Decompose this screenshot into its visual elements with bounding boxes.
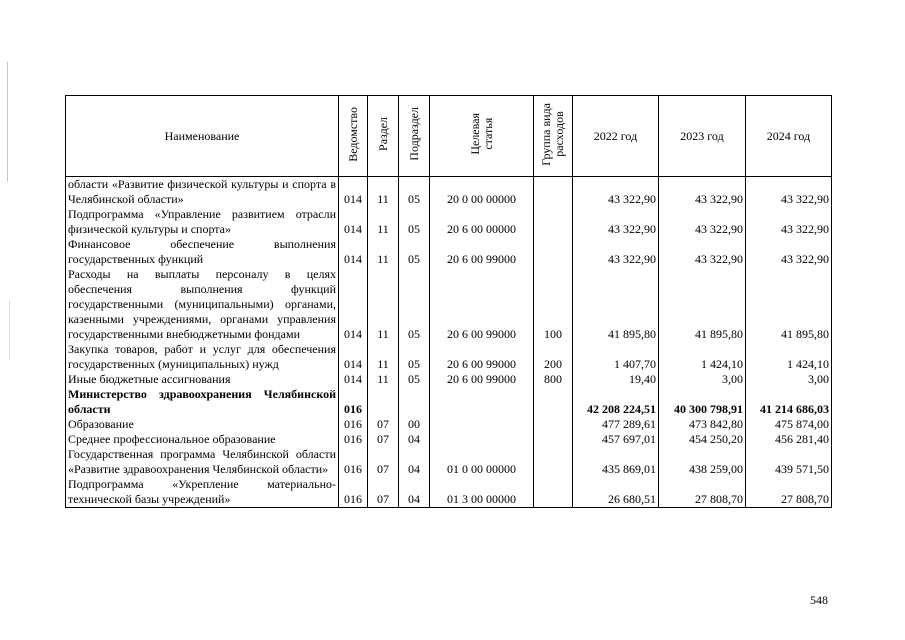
row-gruppa [534, 447, 573, 477]
row-razdel: 07 [368, 447, 399, 477]
row-razdel: 11 [368, 342, 399, 372]
row-celevaya-statya: 20 6 00 99000 [430, 237, 534, 267]
row-value-2024: 27 808,70 [746, 477, 832, 508]
row-value-2022: 1 407,70 [573, 342, 659, 372]
row-podrazdel: 04 [399, 477, 430, 508]
row-gruppa [534, 387, 573, 417]
table-row [66, 447, 832, 477]
table-row [66, 342, 832, 372]
row-gruppa [534, 417, 573, 432]
row-razdel: 11 [368, 177, 399, 208]
table-row [66, 417, 832, 432]
row-vedomstvo: 014 [339, 342, 368, 372]
row-vedomstvo: 014 [339, 372, 368, 387]
row-value-2023: 3,00 [659, 372, 746, 387]
header-vedomstvo: Ведомство [339, 96, 368, 177]
row-name: Министерство здравоохранения Челябинской области [66, 387, 339, 417]
row-value-2023: 473 842,80 [659, 417, 746, 432]
row-vedomstvo: 014 [339, 237, 368, 267]
table-row [66, 267, 832, 342]
row-value-2023: 43 322,90 [659, 237, 746, 267]
page-number: 548 [810, 593, 828, 607]
row-name: Среднее профессиональное образование [66, 432, 339, 447]
row-value-2022: 477 289,61 [573, 417, 659, 432]
table-row [66, 372, 832, 387]
row-value-2022: 435 869,01 [573, 447, 659, 477]
row-podrazdel: 04 [399, 447, 430, 477]
row-value-2023: 454 250,20 [659, 432, 746, 447]
row-celevaya-statya: 20 0 00 00000 [430, 177, 534, 208]
row-name: Подпрограмма «Укрепление материально-технической базы учреждений» [66, 477, 339, 508]
row-vedomstvo: 016 [339, 432, 368, 447]
row-podrazdel: 05 [399, 372, 430, 387]
row-celevaya-statya: 20 6 00 99000 [430, 267, 534, 342]
row-podrazdel [399, 387, 430, 417]
header-name: Наименование [66, 96, 339, 177]
row-value-2024: 475 874,00 [746, 417, 832, 432]
row-celevaya-statya: 20 6 00 99000 [430, 342, 534, 372]
row-podrazdel: 04 [399, 432, 430, 447]
row-value-2023: 40 300 798,91 [659, 387, 746, 417]
row-gruppa [534, 432, 573, 447]
row-celevaya-statya [430, 417, 534, 432]
row-value-2022: 41 895,80 [573, 267, 659, 342]
row-value-2024: 1 424,10 [746, 342, 832, 372]
scan-margin-mark [7, 62, 8, 182]
header-year-2023: 2023 год [659, 96, 746, 177]
header-gruppa-vida-rashodov: Группа вида расходов [534, 96, 573, 177]
row-podrazdel: 05 [399, 342, 430, 372]
row-value-2023: 27 808,70 [659, 477, 746, 508]
row-celevaya-statya: 20 6 00 99000 [430, 372, 534, 387]
row-value-2023: 41 895,80 [659, 267, 746, 342]
row-razdel: 11 [368, 207, 399, 237]
row-value-2022: 43 322,90 [573, 237, 659, 267]
row-celevaya-statya: 01 3 00 00000 [430, 477, 534, 508]
table-row [66, 432, 832, 447]
row-value-2023: 1 424,10 [659, 342, 746, 372]
row-celevaya-statya: 01 0 00 00000 [430, 447, 534, 477]
row-value-2023: 43 322,90 [659, 177, 746, 208]
table-row [66, 387, 832, 417]
table-header-row [66, 96, 832, 177]
row-vedomstvo: 016 [339, 387, 368, 417]
row-value-2022: 26 680,51 [573, 477, 659, 508]
row-name: Государственная программа Челябинской области «Развитие здравоохранения Челябинской области» [66, 447, 339, 477]
row-name: Расходы на выплаты персоналу в целях обеспечения выполнения функций государственными (муниципальными) органами, казенными учреждениями, органами управления государственными внебюджетными фондами [66, 267, 339, 342]
header-razdel: Раздел [368, 96, 399, 177]
row-vedomstvo: 016 [339, 477, 368, 508]
row-razdel: 11 [368, 267, 399, 342]
row-name: Финансовое обеспечение выполнения государственных функций [66, 237, 339, 267]
row-value-2024: 41 214 686,03 [746, 387, 832, 417]
row-razdel: 11 [368, 237, 399, 267]
row-value-2023: 438 259,00 [659, 447, 746, 477]
row-name: Иные бюджетные ассигнования [66, 372, 339, 387]
row-podrazdel: 05 [399, 267, 430, 342]
row-gruppa [534, 177, 573, 208]
row-vedomstvo: 016 [339, 447, 368, 477]
row-gruppa [534, 207, 573, 237]
row-name: Закупка товаров, работ и услуг для обеспечения государственных (муниципальных) нужд [66, 342, 339, 372]
row-name: Образование [66, 417, 339, 432]
row-value-2024: 41 895,80 [746, 267, 832, 342]
row-razdel: 07 [368, 417, 399, 432]
row-celevaya-statya [430, 432, 534, 447]
row-gruppa: 100 [534, 267, 573, 342]
row-gruppa: 800 [534, 372, 573, 387]
row-razdel: 07 [368, 477, 399, 508]
row-podrazdel: 00 [399, 417, 430, 432]
row-podrazdel: 05 [399, 177, 430, 208]
table-row [66, 207, 832, 237]
row-podrazdel: 05 [399, 207, 430, 237]
row-podrazdel: 05 [399, 237, 430, 267]
header-podrazdel: Подраздел [399, 96, 430, 177]
row-value-2022: 43 322,90 [573, 177, 659, 208]
row-vedomstvo: 016 [339, 417, 368, 432]
row-celevaya-statya [430, 387, 534, 417]
row-razdel [368, 387, 399, 417]
row-gruppa: 200 [534, 342, 573, 372]
row-value-2024: 43 322,90 [746, 177, 832, 208]
row-razdel: 11 [368, 372, 399, 387]
row-value-2024: 439 571,50 [746, 447, 832, 477]
row-value-2024: 3,00 [746, 372, 832, 387]
row-vedomstvo: 014 [339, 267, 368, 342]
row-value-2022: 43 322,90 [573, 207, 659, 237]
row-vedomstvo: 014 [339, 177, 368, 208]
row-gruppa [534, 237, 573, 267]
row-celevaya-statya: 20 6 00 00000 [430, 207, 534, 237]
row-value-2024: 43 322,90 [746, 207, 832, 237]
row-value-2022: 42 208 224,51 [573, 387, 659, 417]
row-value-2024: 456 281,40 [746, 432, 832, 447]
row-value-2022: 457 697,01 [573, 432, 659, 447]
row-value-2023: 43 322,90 [659, 207, 746, 237]
row-gruppa [534, 477, 573, 508]
row-razdel: 07 [368, 432, 399, 447]
scan-margin-mark [9, 300, 10, 360]
budget-table [65, 95, 832, 508]
header-year-2024: 2024 год [746, 96, 832, 177]
table-row [66, 177, 832, 208]
header-year-2022: 2022 год [573, 96, 659, 177]
row-vedomstvo: 014 [339, 207, 368, 237]
row-value-2022: 19,40 [573, 372, 659, 387]
row-value-2024: 43 322,90 [746, 237, 832, 267]
header-celevaya-statya: Целевая статья [430, 96, 534, 177]
row-name: области «Развитие физической культуры и спорта в Челябинской области» [66, 177, 339, 208]
table-row [66, 477, 832, 508]
row-name: Подпрограмма «Управление развитием отрасли физической культуры и спорта» [66, 207, 339, 237]
table-row [66, 237, 832, 267]
